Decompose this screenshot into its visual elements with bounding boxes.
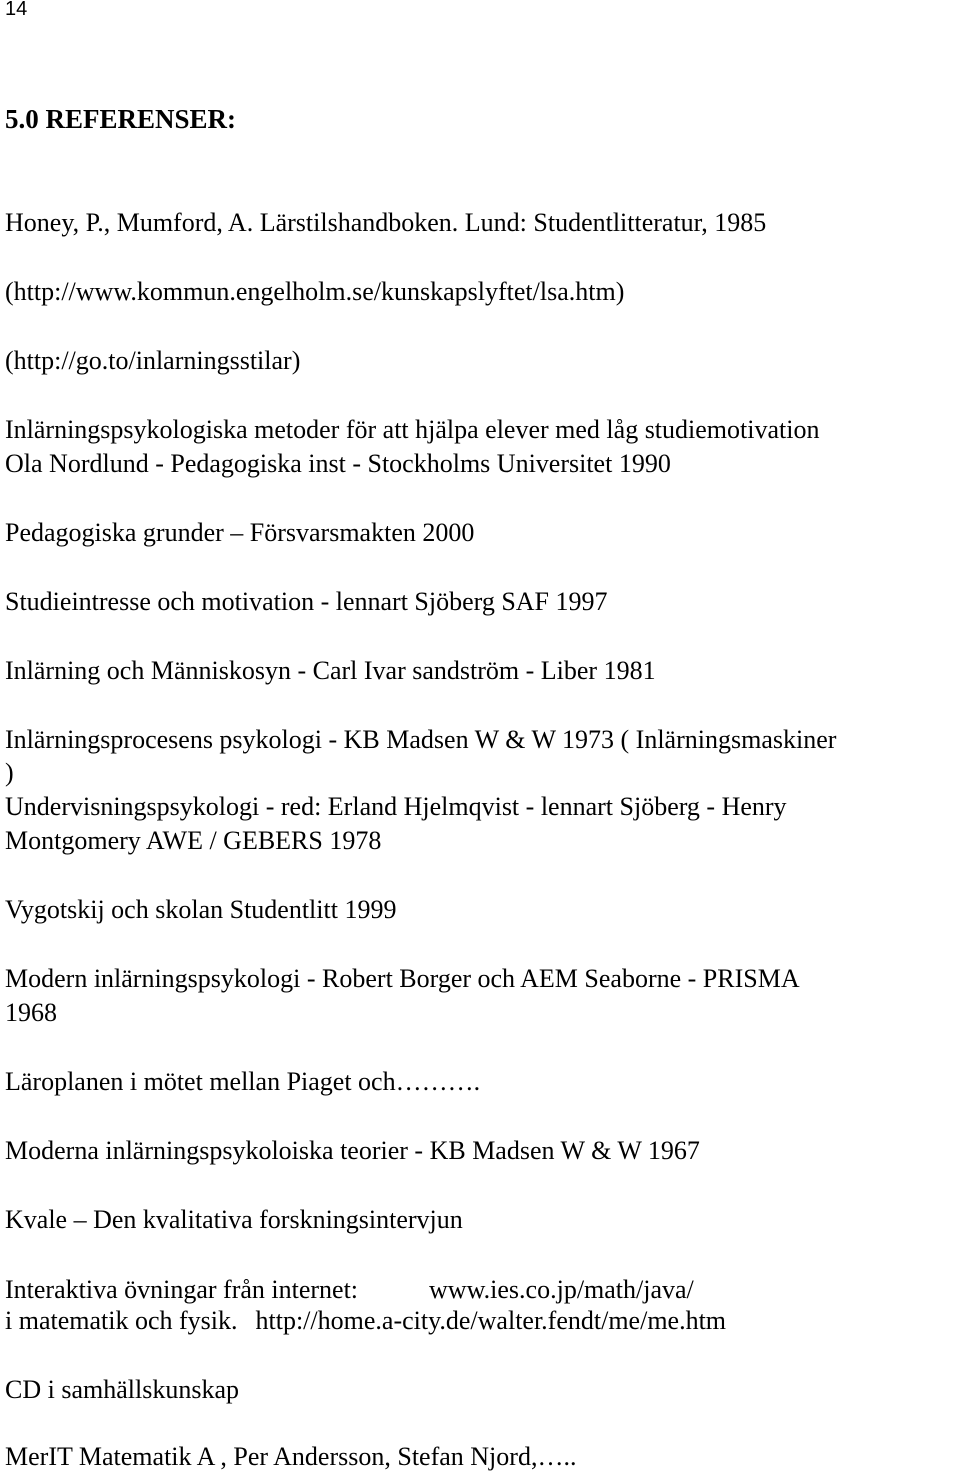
interaktiva-label: Interaktiva övningar från internet:	[5, 1275, 359, 1304]
reference-interaktiva	[5, 1274, 694, 1305]
reference-modern-line1: Modern inlärningspsykologi - Robert Borger och AEM Seaborne - PRISMA	[5, 964, 800, 993]
reference-nordlund-author: Ola Nordlund - Pedagogiska inst - Stockholms Universitet 1990	[5, 449, 671, 478]
reference-inlarningsprocesens-line2: )	[5, 758, 14, 787]
reference-honey: Honey, P., Mumford, A. Lärstilshandboken. Lund: Studentlitteratur, 1985	[5, 208, 767, 237]
page-number: 14	[5, 0, 28, 20]
reference-cd: CD i samhällskunskap	[5, 1375, 239, 1404]
matematik-url[interactable]: http://home.a-city.de/walter.fendt/me/me.htm	[255, 1306, 727, 1335]
reference-merit: MerIT Matematik A , Per Andersson, Stefan Njord,…..	[5, 1442, 577, 1471]
reference-modern-line2: 1968	[5, 998, 57, 1027]
interaktiva-url[interactable]: www.ies.co.jp/math/java/	[429, 1275, 694, 1304]
reference-pedagogiska-grunder: Pedagogiska grunder – Försvarsmakten 2000	[5, 518, 475, 547]
reference-kvale: Kvale – Den kvalitativa forskningsintervjun	[5, 1205, 463, 1234]
reference-laroplanen: Läroplanen i mötet mellan Piaget och……….	[5, 1067, 481, 1096]
matematik-label: i matematik och fysik.	[5, 1306, 238, 1335]
section-heading: 5.0 REFERENSER:	[5, 104, 237, 134]
reference-url-goto: (http://go.to/inlarningsstilar)	[5, 346, 301, 375]
reference-undervisning-line1: Undervisningspsykologi - red: Erland Hjelmqvist - lennart Sjöberg - Henry	[5, 792, 787, 821]
reference-moderna: Moderna inlärningspsykoloiska teorier - KB Madsen W & W 1967	[5, 1136, 700, 1165]
reference-matematik	[5, 1306, 726, 1336]
reference-undervisning-line2: Montgomery AWE / GEBERS 1978	[5, 826, 382, 855]
reference-vygotskij: Vygotskij och skolan Studentlitt 1999	[5, 895, 397, 924]
reference-inlarning-manniskosyn: Inlärning och Människosyn - Carl Ivar sandström - Liber 1981	[5, 656, 656, 685]
reference-nordlund-title: Inlärningspsykologiska metoder för att hjälpa elever med låg studiemotivation	[5, 415, 820, 444]
reference-url-engelholm: (http://www.kommun.engelholm.se/kunskapslyftet/lsa.htm)	[5, 277, 625, 306]
reference-studieintresse: Studieintresse och motivation - lennart Sjöberg SAF 1997	[5, 587, 608, 616]
reference-inlarningsprocesens-line1: Inlärningsprocesens psykologi - KB Madsen W & W 1973 ( Inlärningsmaskiner	[5, 725, 837, 754]
